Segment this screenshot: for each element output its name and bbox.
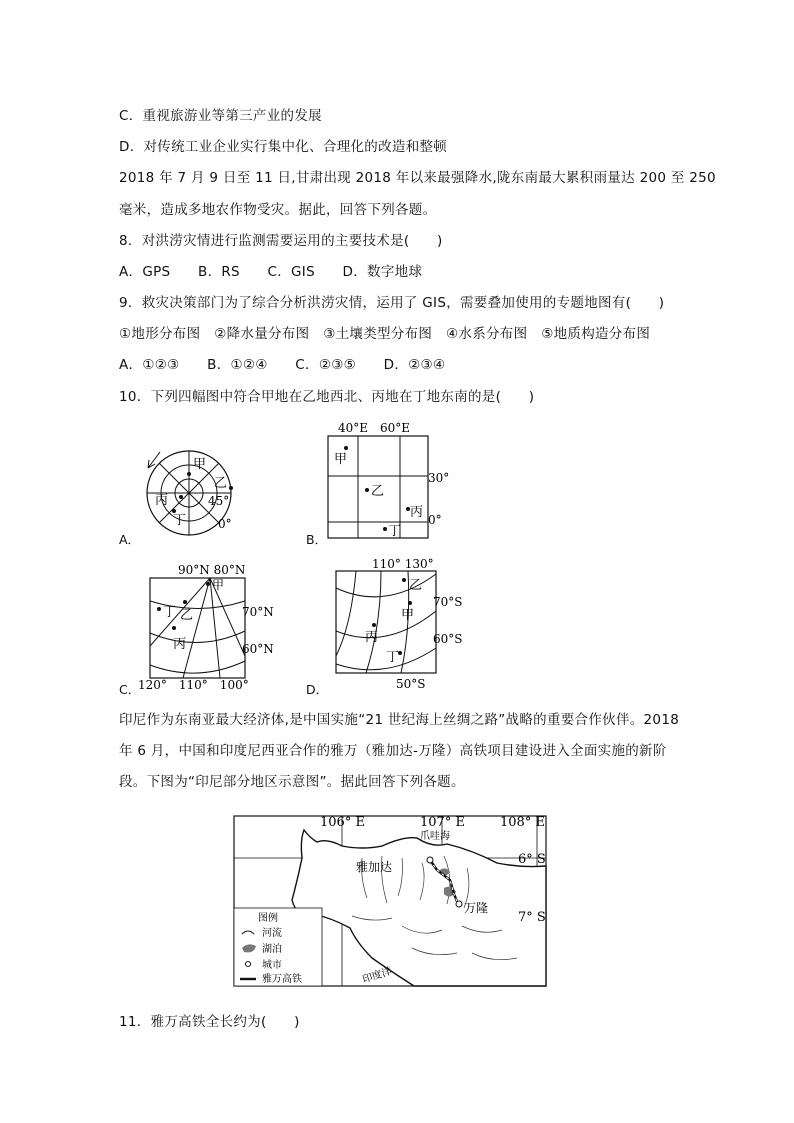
option-d: D．对传统工业企业实行集中化、合理化的改造和整顿 <box>119 139 448 155</box>
passage-line-1: 2018 年 7 月 9 日至 11 日,甘肃出现 2018 年以来最强降水,陇东南最大累积雨量达 200 至 250 <box>119 170 716 186</box>
fig-b-label: B． <box>306 532 328 547</box>
indonesia-map <box>232 808 552 994</box>
figure-d <box>326 556 466 695</box>
map-legend-city: 城市 <box>262 960 282 971</box>
indonesia-line-1: 印尼作为东南亚最大经济体,是中国实施“21 世纪海上丝绸之路”战略的重要合作伙伴。2018 <box>119 712 680 728</box>
fig-a-place-ding: 丁 <box>173 513 187 528</box>
fig-b-top: 40°E 60°E <box>338 421 411 435</box>
map-legend-railway: 雅万高铁 <box>262 974 302 985</box>
fig-d-place-ding: 丁 <box>386 650 400 665</box>
fig-a-label: A． <box>119 532 141 547</box>
question-10: 10．下列四幅图中符合甲地在乙地西北、丙地在丁地东南的是( ) <box>119 389 535 405</box>
fig-d-lat70: 70°S <box>433 595 463 609</box>
fig-c-place-bing: 丙 <box>173 637 187 652</box>
question-9-items: ①地形分布图 ②降水量分布图 ③土壤类型分布图 ④水系分布图 ⑤地质构造分布图 <box>119 326 651 342</box>
fig-c-place-ding: 丁 <box>163 605 177 620</box>
fig-d-lat60: 60°S <box>433 632 463 646</box>
fig-a-place-yi: 乙 <box>214 476 228 491</box>
fig-a-deg0: 0° <box>218 517 232 531</box>
fig-a-place-jia: 甲 <box>193 457 207 472</box>
map-city-bandung: 万隆 <box>464 901 489 915</box>
map-legend-river: 河流 <box>262 928 282 939</box>
fig-a-place-bing: 丙 <box>155 493 169 508</box>
fig-b-place-yi: 乙 <box>371 484 385 499</box>
question-9: 9．救灾决策部门为了综合分析洪涝灾情，运用了 GIS，需要叠加使用的专题地图有( ) <box>119 295 665 311</box>
map-legend-title: 图例 <box>258 913 278 924</box>
map-sea-north: 爪哇海 <box>420 831 450 842</box>
map-lon-108: 108° E <box>500 815 545 830</box>
fig-d-place-bing: 丙 <box>365 630 379 645</box>
figure-a <box>140 440 250 544</box>
map-lon-107: 107° E <box>420 815 465 830</box>
fig-c-place-jia: 甲 <box>212 578 225 592</box>
fig-c-bottom: 120° 110° 100° <box>138 678 249 692</box>
map-city-jakarta: 雅加达 <box>356 860 393 874</box>
fig-b-place-jia: 甲 <box>334 452 348 467</box>
indonesia-line-3: 段。下图为“印尼部分地区示意图”。据此回答下列各题。 <box>119 774 465 790</box>
fig-d-place-yi: 乙 <box>409 578 423 593</box>
fig-b-place-bing: 丙 <box>410 505 424 520</box>
map-lon-106: 106° E <box>320 815 365 830</box>
indonesia-line-2: 年 6 月，中国和印度尼西亚合作的雅万（雅加达-万隆）高铁项目建设进入全面实施的新阶 <box>119 743 667 759</box>
fig-b-place-ding: 丁 <box>388 524 402 539</box>
figure-c <box>138 561 273 697</box>
fig-b-lat30: 30° <box>428 471 450 485</box>
fig-b-lat0: 0° <box>428 513 442 527</box>
fig-c-lat70: 70°N <box>242 605 274 619</box>
figure-b <box>326 418 451 544</box>
fig-d-lat50: 50°S <box>396 677 426 691</box>
question-8-options: A．GPS B．RS C．GIS D．数字地球 <box>119 264 423 280</box>
fig-c-lat60: 60°N <box>242 642 274 656</box>
fig-d-top: 110° 130° <box>372 557 434 571</box>
fig-d-label: D． <box>306 682 329 697</box>
question-11: 11．雅万高铁全长约为( ) <box>119 1014 300 1030</box>
question-8: 8．对洪涝灾情进行监测需要运用的主要技术是( ) <box>119 233 443 249</box>
option-c: C．重视旅游业等第三产业的发展 <box>119 108 322 124</box>
fig-d-place-jia: 甲 <box>401 608 415 623</box>
map-legend-lake: 湖泊 <box>262 944 282 955</box>
question-9-options: A．①②③ B．①②④ C．②③⑤ D．②③④ <box>119 357 446 373</box>
fig-c-top: 90°N 80°N <box>178 563 246 577</box>
map-lat-7: 7° S <box>518 910 546 925</box>
map-lat-6: 6° S <box>518 852 546 867</box>
fig-a-deg45: 45° <box>208 494 230 508</box>
map-sea-south: 印度洋 <box>361 966 394 986</box>
passage-line-2: 毫米，造成多地农作物受灾。据此，回答下列各题。 <box>119 202 437 218</box>
fig-c-place-yi: 乙 <box>180 608 194 623</box>
fig-c-label: C． <box>119 682 141 697</box>
